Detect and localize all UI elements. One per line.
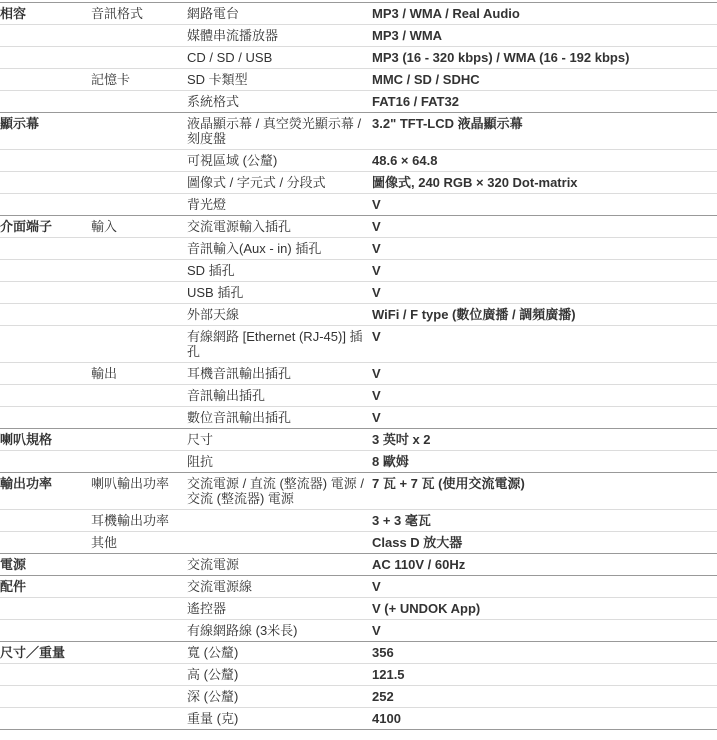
item-label-cell: SD 插孔	[187, 260, 372, 282]
subcategory-cell: 其他	[91, 532, 187, 554]
category-cell: 輸出功率	[0, 473, 91, 510]
item-label-cell: 媒體串流播放器	[187, 25, 372, 47]
spec-table-body	[0, 3, 717, 730]
category-cell	[0, 194, 91, 216]
subcategory-cell	[91, 620, 187, 642]
category-cell	[0, 598, 91, 620]
category-cell	[0, 282, 91, 304]
category-cell	[0, 532, 91, 554]
category-cell: 顯示幕	[0, 113, 91, 150]
subcategory-cell	[91, 194, 187, 216]
spec-row	[0, 216, 717, 238]
spec-row	[0, 686, 717, 708]
item-label-cell: 阻抗	[187, 451, 372, 473]
subcategory-cell	[91, 25, 187, 47]
item-label-cell: 背光燈	[187, 194, 372, 216]
item-value-cell: V	[372, 576, 717, 598]
spec-row	[0, 554, 717, 576]
item-value-cell: 8 歐姆	[372, 451, 717, 473]
spec-row	[0, 194, 717, 216]
item-label-cell: 高 (公釐)	[187, 664, 372, 686]
item-value-cell: V	[372, 194, 717, 216]
item-label-cell: 重量 (克)	[187, 708, 372, 730]
item-label-cell: 深 (公釐)	[187, 686, 372, 708]
subcategory-cell	[91, 407, 187, 429]
subcategory-cell	[91, 260, 187, 282]
item-value-cell: 圖像式, 240 RGB × 320 Dot-matrix	[372, 172, 717, 194]
spec-row	[0, 304, 717, 326]
item-value-cell: AC 110V / 60Hz	[372, 554, 717, 576]
item-value-cell: 3.2" TFT-LCD 液晶顯示幕	[372, 113, 717, 150]
subcategory-cell	[91, 385, 187, 407]
item-label-cell: 可視區域 (公釐)	[187, 150, 372, 172]
spec-row	[0, 69, 717, 91]
item-label-cell: USB 插孔	[187, 282, 372, 304]
subcategory-cell	[91, 451, 187, 473]
category-cell	[0, 172, 91, 194]
item-label-cell: 圖像式 / 字元式 / 分段式	[187, 172, 372, 194]
category-cell	[0, 260, 91, 282]
spec-row	[0, 238, 717, 260]
spec-row	[0, 407, 717, 429]
spec-row	[0, 510, 717, 532]
category-cell	[0, 238, 91, 260]
subcategory-cell: 耳機輸出功率	[91, 510, 187, 532]
item-label-cell: 遙控器	[187, 598, 372, 620]
subcategory-cell	[91, 47, 187, 69]
item-label-cell	[187, 510, 372, 532]
spec-row	[0, 576, 717, 598]
subcategory-cell	[91, 686, 187, 708]
spec-row	[0, 113, 717, 150]
item-label-cell: 有線網路線 (3米長)	[187, 620, 372, 642]
spec-row	[0, 473, 717, 510]
item-label-cell: 數位音訊輸出插孔	[187, 407, 372, 429]
item-value-cell: MMC / SD / SDHC	[372, 69, 717, 91]
spec-row	[0, 172, 717, 194]
item-label-cell: 音訊輸入(Aux - in) 插孔	[187, 238, 372, 260]
item-value-cell: V	[372, 620, 717, 642]
subcategory-cell	[91, 598, 187, 620]
subcategory-cell: 喇叭輸出功率	[91, 473, 187, 510]
item-value-cell: 3 英吋 x 2	[372, 429, 717, 451]
item-label-cell	[187, 532, 372, 554]
subcategory-cell	[91, 282, 187, 304]
item-label-cell: 尺寸	[187, 429, 372, 451]
category-cell	[0, 510, 91, 532]
subcategory-cell: 記憶卡	[91, 69, 187, 91]
item-value-cell: MP3 / WMA / Real Audio	[372, 3, 717, 25]
item-value-cell: 252	[372, 686, 717, 708]
subcategory-cell: 輸出	[91, 363, 187, 385]
category-cell: 配件	[0, 576, 91, 598]
subcategory-cell	[91, 113, 187, 150]
subcategory-cell	[91, 172, 187, 194]
item-value-cell: FAT16 / FAT32	[372, 91, 717, 113]
category-cell	[0, 664, 91, 686]
item-value-cell: Class D 放大器	[372, 532, 717, 554]
item-value-cell: 356	[372, 642, 717, 664]
item-value-cell: V	[372, 385, 717, 407]
item-value-cell: V	[372, 238, 717, 260]
item-value-cell: 4100	[372, 708, 717, 730]
category-cell	[0, 69, 91, 91]
spec-row	[0, 664, 717, 686]
spec-row	[0, 620, 717, 642]
item-value-cell: V	[372, 260, 717, 282]
spec-row	[0, 598, 717, 620]
item-value-cell: 48.6 × 64.8	[372, 150, 717, 172]
item-label-cell: 音訊輸出插孔	[187, 385, 372, 407]
category-cell	[0, 363, 91, 385]
category-cell	[0, 150, 91, 172]
category-cell	[0, 91, 91, 113]
item-label-cell: CD / SD / USB	[187, 47, 372, 69]
item-label-cell: SD 卡類型	[187, 69, 372, 91]
spec-row	[0, 3, 717, 25]
item-label-cell: 液晶顯示幕 / 真空熒光顯示幕 / 刻度盤	[187, 113, 372, 150]
subcategory-cell	[91, 150, 187, 172]
category-cell	[0, 708, 91, 730]
item-label-cell: 外部天線	[187, 304, 372, 326]
item-label-cell: 交流電源	[187, 554, 372, 576]
item-label-cell: 網路電台	[187, 3, 372, 25]
category-cell	[0, 620, 91, 642]
item-value-cell: V	[372, 407, 717, 429]
subcategory-cell	[91, 304, 187, 326]
category-cell	[0, 451, 91, 473]
item-value-cell: 7 瓦 + 7 瓦 (使用交流電源)	[372, 473, 717, 510]
item-value-cell: MP3 / WMA	[372, 25, 717, 47]
category-cell	[0, 326, 91, 363]
category-cell	[0, 25, 91, 47]
category-cell	[0, 407, 91, 429]
category-cell: 喇叭規格	[0, 429, 91, 451]
spec-row	[0, 282, 717, 304]
item-value-cell: WiFi / F type (數位廣播 / 調頻廣播)	[372, 304, 717, 326]
spec-row	[0, 642, 717, 664]
item-value-cell: 3 + 3 毫瓦	[372, 510, 717, 532]
item-label-cell: 交流電源線	[187, 576, 372, 598]
item-label-cell: 有線網路 [Ethernet (RJ-45)] 插孔	[187, 326, 372, 363]
subcategory-cell	[91, 238, 187, 260]
item-value-cell: V	[372, 363, 717, 385]
item-label-cell: 交流電源輸入插孔	[187, 216, 372, 238]
subcategory-cell	[91, 708, 187, 730]
item-value-cell: MP3 (16 - 320 kbps) / WMA (16 - 192 kbps)	[372, 47, 717, 69]
item-label-cell: 交流電源 / 直流 (整流器) 電源 / 交流 (整流器) 電源	[187, 473, 372, 510]
spec-row	[0, 260, 717, 282]
product-spec-table	[0, 2, 717, 730]
item-label-cell: 耳機音訊輸出插孔	[187, 363, 372, 385]
category-cell: 電源	[0, 554, 91, 576]
category-cell	[0, 47, 91, 69]
item-label-cell: 系統格式	[187, 91, 372, 113]
spec-row	[0, 25, 717, 47]
spec-row	[0, 708, 717, 730]
category-cell	[0, 686, 91, 708]
item-value-cell: V	[372, 282, 717, 304]
subcategory-cell: 輸入	[91, 216, 187, 238]
subcategory-cell	[91, 664, 187, 686]
spec-row	[0, 326, 717, 363]
spec-row	[0, 363, 717, 385]
category-cell: 尺寸／重量	[0, 642, 91, 664]
spec-row	[0, 150, 717, 172]
spec-row	[0, 91, 717, 113]
spec-row	[0, 451, 717, 473]
spec-row	[0, 47, 717, 69]
spec-row	[0, 429, 717, 451]
category-cell	[0, 385, 91, 407]
subcategory-cell: 音訊格式	[91, 3, 187, 25]
subcategory-cell	[91, 554, 187, 576]
subcategory-cell	[91, 91, 187, 113]
category-cell: 相容	[0, 3, 91, 25]
item-value-cell: V	[372, 216, 717, 238]
item-value-cell: V	[372, 326, 717, 363]
item-value-cell: 121.5	[372, 664, 717, 686]
subcategory-cell	[91, 326, 187, 363]
subcategory-cell	[91, 429, 187, 451]
category-cell: 介面端子	[0, 216, 91, 238]
subcategory-cell	[91, 576, 187, 598]
spec-row	[0, 385, 717, 407]
subcategory-cell	[91, 642, 187, 664]
spec-row	[0, 532, 717, 554]
item-value-cell: V (+ UNDOK App)	[372, 598, 717, 620]
category-cell	[0, 304, 91, 326]
item-label-cell: 寬 (公釐)	[187, 642, 372, 664]
